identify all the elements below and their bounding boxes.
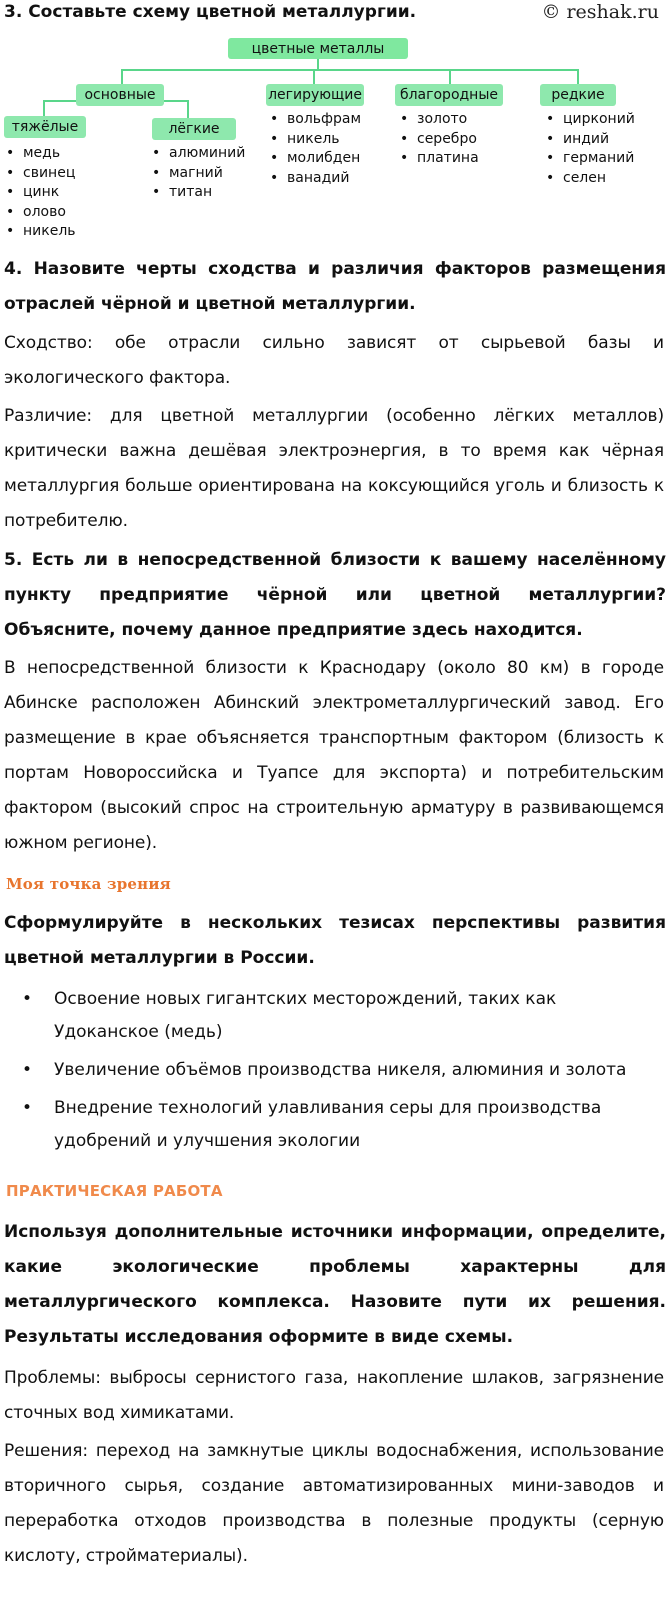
list-item: • алюминий — [152, 144, 245, 164]
q3-title: 3. Составьте схему цветной металлургии. — [4, 2, 417, 22]
diagram-connector — [187, 100, 189, 118]
practical-problems: Проблемы: выбросы сернистого газа, накопление шлаков, загрязнение сточных вод химикатами. — [4, 1368, 664, 1423]
node-root: цветные металлы — [228, 38, 408, 59]
practical-solutions: Решения: переход на замкнутые циклы водоснабжения, использование вторичного сырья, создание автоматизированных мини-заводов и переработка отходов производства в полезные продукты (серную кислоту, стройматериалы). — [4, 1441, 664, 1566]
list-item: • индий — [546, 130, 635, 150]
list-item: • магний — [152, 164, 245, 184]
list-item: • свинец — [6, 164, 76, 184]
node-light: лёгкие — [152, 118, 236, 140]
list-item: • германий — [546, 149, 635, 169]
list-item: • медь — [6, 144, 76, 164]
list-item: • цинк — [6, 183, 76, 203]
q5-title: 5. Есть ли в непосредственной близости к вашему населённому пункту предприятие чёрной или цветной металлургии? Объясните, почему данное предприятие здесь находится. — [4, 550, 666, 640]
alloying-metals-list — [270, 110, 361, 188]
light-metals-list — [152, 144, 245, 203]
list-item: • Освоение новых гигантских месторождений, таких как Удоканское (медь) — [22, 983, 662, 1049]
list-item: • селен — [546, 169, 635, 189]
diagram-connector — [317, 59, 319, 71]
practical-label: ПРАКТИЧЕСКАЯ РАБОТА — [6, 1182, 223, 1200]
viewpoint-question: Сформулируйте в нескольких тезисах перспективы развития цветной металлургии в России. — [4, 913, 666, 968]
list-item: • Внедрение технологий улавливания серы для производства удобрений и улучшения экологии — [22, 1092, 662, 1158]
node-rare: редкие — [540, 84, 616, 106]
diagram-connector — [121, 69, 577, 71]
node-basic: основные — [76, 84, 164, 106]
heavy-metals-list — [6, 144, 76, 242]
list-item: • золото — [400, 110, 479, 130]
list-item: • Увеличение объёмов производства никеля, алюминия и золота — [22, 1054, 662, 1087]
watermark-text: © reshak.ru — [541, 1, 659, 23]
list-item: • никель — [6, 222, 76, 242]
node-noble: благородные — [395, 84, 503, 106]
list-item: • никель — [270, 130, 361, 150]
q4-title: 4. Назовите черты сходства и различия факторов размещения отраслей чёрной и цветной металлургии. — [4, 259, 666, 314]
list-item: • платина — [400, 149, 479, 169]
q4-difference: Различие: для цветной металлургии (особенно лёгких металлов) критически важна дешёвая электроэнергия, в то время как чёрная металлургия больше ориентирована на коксующийся уголь и близость к потребителю. — [4, 406, 664, 531]
noble-metals-list — [400, 110, 479, 169]
list-item: • олово — [6, 203, 76, 223]
list-item: • ванадий — [270, 169, 361, 189]
q5-answer: В непосредственной близости к Краснодару (около 80 км) в городе Абинске расположен Абинский электрометаллургический завод. Его размещение в крае объясняется транспортным фактором (близость к портам Новороссийска и Туапсе для экспорта) и потребительским фактором (высокий спрос на строительную арматуру в развивающемся южном регионе). — [4, 658, 664, 853]
list-item: • титан — [152, 183, 245, 203]
viewpoint-label: Моя точка зрения — [6, 875, 171, 893]
practical-question: Используя дополнительные источники информации, определите, какие экологические проблемы характерны для металлургического комплекса. Назовите пути их решения. Результаты исследования оформите в виде схемы. — [4, 1222, 666, 1347]
list-item: • молибден — [270, 149, 361, 169]
viewpoint-bullets — [22, 983, 662, 1163]
q4-similarity: Сходство: обе отрасли сильно зависят от сырьевой базы и экологического фактора. — [4, 333, 664, 388]
rare-metals-list — [546, 110, 635, 188]
node-alloying: легирующие — [266, 84, 364, 106]
diagram-connector — [43, 100, 45, 116]
list-item: • серебро — [400, 130, 479, 150]
list-item: • вольфрам — [270, 110, 361, 130]
node-heavy: тяжёлые — [4, 116, 86, 138]
list-item: • цирконий — [546, 110, 635, 130]
